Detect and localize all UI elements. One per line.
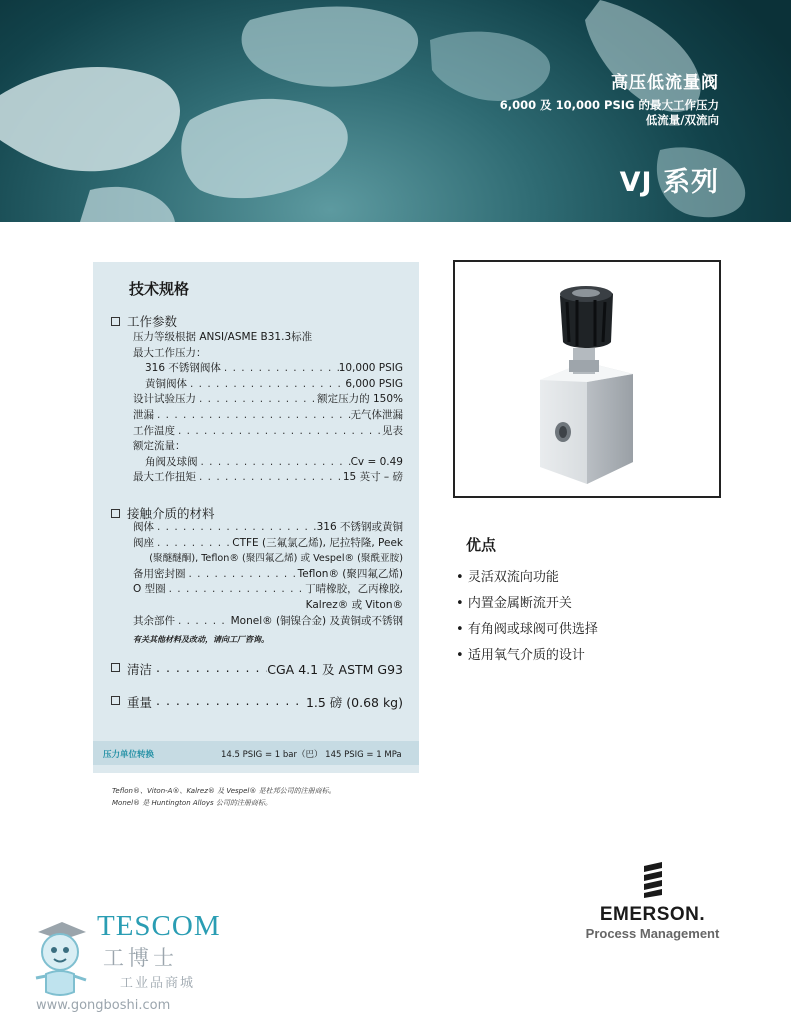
- spec-row: 角阀及球阀 . . . Cv = 0.49: [133, 455, 403, 471]
- conversion-value: 14.5 PSIG = 1 bar（巴） 145 PSIG = 1 MPa: [221, 750, 402, 760]
- spec-line: 压力等级根据 ANSI/ASME B31.3标准: [133, 331, 313, 343]
- advantages-list: [456, 565, 598, 669]
- spec-row: 其余部件 . . . Monel® (铜镍合金) 及黄铜或不锈钢: [133, 614, 403, 630]
- footnote-2: Monel® 是 Huntington Alloys 公司的注册商标。: [112, 799, 272, 807]
- checkbox-bullet-icon: [111, 663, 120, 672]
- clean-row: 清洁 . . . CGA 4.1 及 ASTM G93: [111, 660, 403, 678]
- section-heading: 接触介质的材料: [127, 506, 215, 521]
- operating-params-list: [133, 330, 403, 486]
- section-heading: 工作参数: [127, 314, 178, 329]
- materials-list: [133, 520, 403, 629]
- emerson-mark-icon: [638, 862, 668, 898]
- spec-line: 最大工作压力：: [133, 346, 207, 359]
- spec-line: 额定流量：: [133, 440, 186, 453]
- banner-subtitle-2: 低流量/双流向: [645, 113, 719, 127]
- spec-row: 阀座 . . . CTFE (三氟氯乙烯), 尼拉特隆, Peek: [133, 536, 403, 552]
- advantage-item: • 灵活双流向功能: [456, 565, 598, 591]
- spec-row: 泄漏 . . . 无气体泄漏: [133, 408, 403, 424]
- emerson-subtitle: Process Management: [585, 926, 720, 941]
- spec-line: Kalrez® 或 Viton®: [305, 598, 403, 611]
- series-title: VJ 系列: [619, 167, 719, 198]
- valve-illustration: [455, 262, 719, 496]
- spec-row: 工作温度 . . . 见表: [133, 424, 403, 440]
- watermark-url: www.gongboshi.com: [36, 998, 171, 1013]
- watermark-brand: 工博士: [103, 946, 178, 970]
- spec-title: 技术规格: [129, 280, 190, 298]
- product-image: [453, 260, 721, 498]
- spec-row: 316 不锈钢阀体 . . . 10,000 PSIG: [133, 361, 403, 377]
- banner-title: 高压低流量阀: [611, 73, 719, 93]
- advantage-item: • 内置金属断流开关: [456, 591, 598, 617]
- conversion-label: 压力单位转换: [103, 750, 155, 760]
- spec-line: (聚醚醚酮), Teflon® (聚四氟乙烯) 或 Vespel® (聚酰亚胺): [149, 553, 403, 565]
- footnote-1: Teflon®、Viton-A®、Kalrez® 及 Vespel® 是杜邦公司的注册商标。: [112, 787, 336, 795]
- checkbox-bullet-icon: [111, 696, 120, 705]
- materials-note: 有关其他材料及改动，请向工厂咨询。: [133, 635, 269, 644]
- advantage-item: • 适用氧气介质的设计: [456, 643, 598, 669]
- spec-panel: [93, 262, 419, 773]
- spec-row: 黄铜阀体 . . . 6,000 PSIG: [133, 377, 403, 393]
- advantages-title: 优点: [466, 536, 497, 554]
- advantage-item: • 有角阀或球阀可供选择: [456, 617, 598, 643]
- emerson-logo: [580, 862, 725, 941]
- weight-row: 重量 . . . 1.5 磅 (0.68 kg): [111, 693, 403, 711]
- spec-row: 设计试验压力 . . . 额定压力的 150%: [133, 392, 403, 408]
- checkbox-bullet-icon: [111, 317, 120, 326]
- checkbox-bullet-icon: [111, 509, 120, 518]
- emerson-wordmark: EMERSON.: [599, 904, 706, 925]
- tescom-logo: TESCOM: [97, 910, 221, 942]
- spec-row: 阀体 . . . 316 不锈钢或黄铜: [133, 520, 403, 536]
- header-banner: [0, 0, 791, 222]
- mascot-icon: [30, 918, 92, 1008]
- trademark-footnotes: [112, 785, 336, 809]
- spec-row: 备用密封圈 . . . Teflon® (聚四氟乙烯): [133, 567, 403, 583]
- banner-subtitle-1: 6,000 及 10,000 PSIG 的最大工作压力: [499, 98, 719, 112]
- spec-row: 最大工作扭矩 . . . 15 英寸 – 磅: [133, 470, 403, 486]
- spec-row: O 型圈 . . . 丁晴橡胶，乙丙橡胶,: [133, 582, 403, 598]
- unit-conversion-bar: [93, 741, 419, 765]
- section-operating-params: [111, 312, 177, 330]
- watermark-mall: 工业品商城: [120, 976, 196, 991]
